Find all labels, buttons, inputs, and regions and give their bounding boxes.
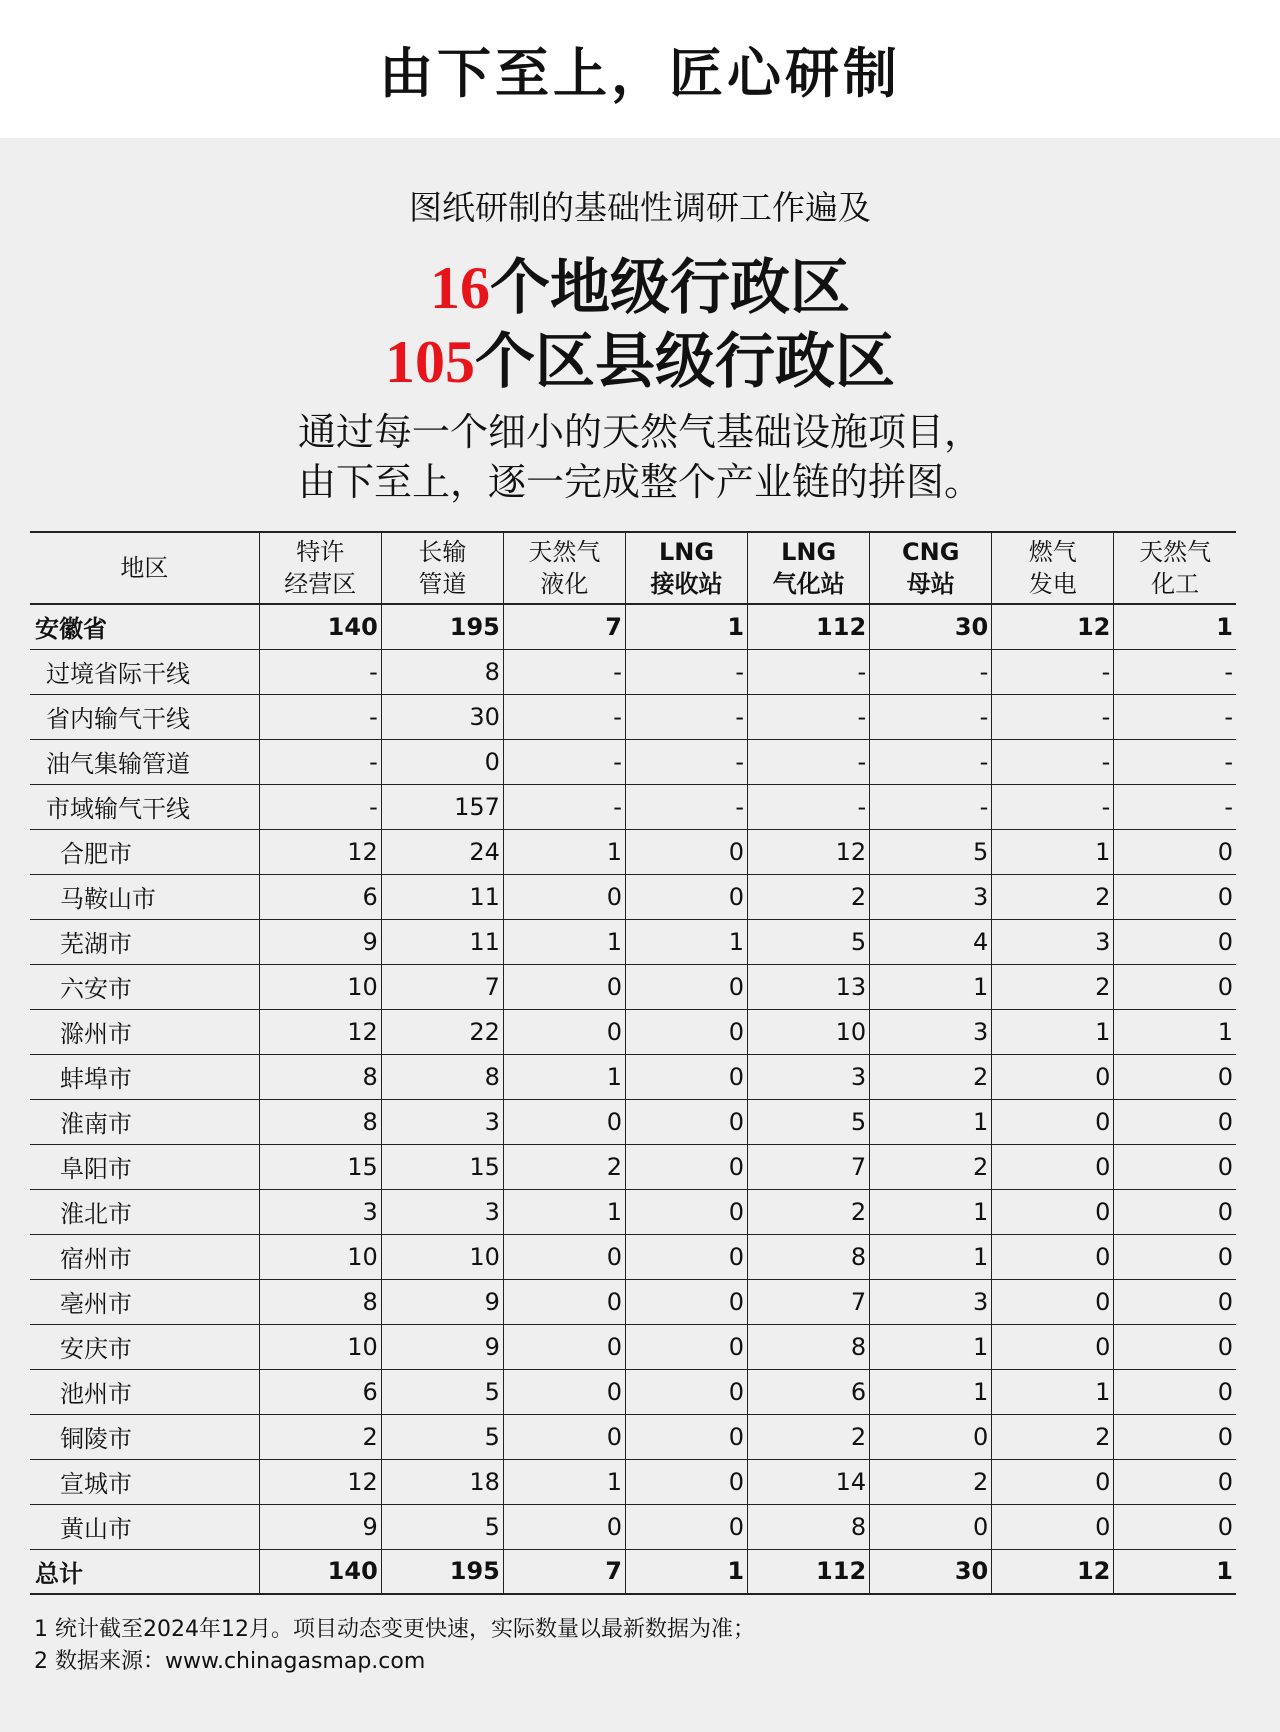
row-region-name: 淮北市 <box>30 1189 259 1234</box>
row-value: 7 <box>503 1549 625 1594</box>
row-value: 10 <box>259 1324 381 1369</box>
row-value: 0 <box>1114 874 1236 919</box>
row-value: - <box>259 694 381 739</box>
header-line-1: 地区 <box>120 554 169 582</box>
table-row <box>30 1504 1236 1549</box>
header-col-3 <box>503 532 625 604</box>
row-value: 3 <box>381 1189 503 1234</box>
row-value: 2 <box>870 1054 992 1099</box>
row-value: 5 <box>381 1504 503 1549</box>
row-value: 1 <box>503 1054 625 1099</box>
row-value: 7 <box>748 1144 870 1189</box>
row-value: 1 <box>503 829 625 874</box>
row-value: 1 <box>992 1009 1114 1054</box>
row-value: 157 <box>381 784 503 829</box>
row-value: 1 <box>503 1459 625 1504</box>
table-body <box>30 604 1236 1594</box>
row-value: 0 <box>503 1099 625 1144</box>
row-region-name: 安庆市 <box>30 1324 259 1369</box>
row-value: 1 <box>992 1369 1114 1414</box>
table-row <box>30 1054 1236 1099</box>
table-row <box>30 1144 1236 1189</box>
row-value: - <box>1114 694 1236 739</box>
table-row <box>30 739 1236 784</box>
row-value: 3 <box>259 1189 381 1234</box>
row-value: 1 <box>870 1324 992 1369</box>
row-value: 9 <box>259 1504 381 1549</box>
row-value: 5 <box>748 1099 870 1144</box>
row-value: 0 <box>625 1099 747 1144</box>
row-value: 0 <box>870 1504 992 1549</box>
header-col-8 <box>1114 532 1236 604</box>
row-value: 0 <box>625 1144 747 1189</box>
row-value: 0 <box>1114 1504 1236 1549</box>
row-value: 9 <box>259 919 381 964</box>
row-value: 1 <box>625 604 747 649</box>
row-value: 7 <box>748 1279 870 1324</box>
row-region-name: 蚌埠市 <box>30 1054 259 1099</box>
row-value: 0 <box>503 1279 625 1324</box>
row-value: 0 <box>625 1279 747 1324</box>
row-value: 8 <box>381 1054 503 1099</box>
row-value: 3 <box>992 919 1114 964</box>
table-row <box>30 604 1236 649</box>
row-value: 0 <box>625 1234 747 1279</box>
row-region-name: 合肥市 <box>30 829 259 874</box>
header-col-7 <box>992 532 1114 604</box>
intro-subtitle: 图纸研制的基础性调研工作遍及 <box>409 188 871 227</box>
row-value: - <box>992 694 1114 739</box>
header-line-2: 管道 <box>418 570 467 598</box>
row-value: 0 <box>625 1324 747 1369</box>
row-value: - <box>748 784 870 829</box>
row-value: 0 <box>503 1369 625 1414</box>
infrastructure-table <box>30 531 1236 1595</box>
row-value: 5 <box>381 1369 503 1414</box>
description-line-1: 通过每一个细小的天然气基础设施项目， <box>297 410 982 454</box>
row-value: 11 <box>381 874 503 919</box>
intro-line-2 <box>0 325 1280 399</box>
table-row <box>30 1009 1236 1054</box>
header-line-1: 天然气 <box>528 538 601 566</box>
row-value: 1 <box>870 1234 992 1279</box>
row-region-name: 六安市 <box>30 964 259 1009</box>
row-value: 12 <box>992 1549 1114 1594</box>
row-value: 6 <box>259 1369 381 1414</box>
row-value: 0 <box>625 1459 747 1504</box>
row-value: 140 <box>259 604 381 649</box>
row-value: 6 <box>748 1369 870 1414</box>
row-value: 0 <box>625 1054 747 1099</box>
table-row <box>30 694 1236 739</box>
row-value: 1 <box>870 964 992 1009</box>
row-value: 1 <box>992 829 1114 874</box>
header-line-2: 发电 <box>1028 570 1077 598</box>
row-region-name: 宣城市 <box>30 1459 259 1504</box>
row-value: 22 <box>381 1009 503 1054</box>
row-value: 18 <box>381 1459 503 1504</box>
row-value: 2 <box>870 1144 992 1189</box>
header-line-2: 接收站 <box>650 570 723 598</box>
row-value: 1 <box>1114 1009 1236 1054</box>
row-value: 0 <box>992 1054 1114 1099</box>
row-value: 3 <box>870 874 992 919</box>
row-value: 8 <box>748 1324 870 1369</box>
row-value: 2 <box>259 1414 381 1459</box>
row-value: 0 <box>1114 1054 1236 1099</box>
row-value: 1 <box>625 919 747 964</box>
row-value: 112 <box>748 1549 870 1594</box>
row-value: 15 <box>259 1144 381 1189</box>
row-value: 140 <box>259 1549 381 1594</box>
footnote-2: 2 数据来源：www.chinagasmap.com <box>34 1649 426 1674</box>
table-row <box>30 1099 1236 1144</box>
row-value: 2 <box>748 1189 870 1234</box>
row-value: 0 <box>625 1009 747 1054</box>
table-row <box>30 964 1236 1009</box>
header-line-1: 天然气 <box>1139 538 1212 566</box>
row-value: 1 <box>1114 1549 1236 1594</box>
header-line-1: 特许 <box>296 538 345 566</box>
row-value: - <box>870 784 992 829</box>
row-value: 10 <box>259 1234 381 1279</box>
row-value: - <box>748 694 870 739</box>
row-value: 0 <box>503 874 625 919</box>
row-value: 0 <box>992 1144 1114 1189</box>
row-value: 0 <box>1114 1234 1236 1279</box>
table-row <box>30 649 1236 694</box>
row-value: 1 <box>625 1549 747 1594</box>
header-line-2: 气化站 <box>772 570 845 598</box>
row-value: 8 <box>748 1504 870 1549</box>
row-value: 3 <box>381 1099 503 1144</box>
row-value: 0 <box>1114 1459 1236 1504</box>
table-row <box>30 829 1236 874</box>
row-value: 0 <box>503 964 625 1009</box>
row-value: 0 <box>625 829 747 874</box>
table-row <box>30 1189 1236 1234</box>
table-row <box>30 784 1236 829</box>
row-value: - <box>625 784 747 829</box>
row-value: 15 <box>381 1144 503 1189</box>
row-region-name: 阜阳市 <box>30 1144 259 1189</box>
row-region-name: 池州市 <box>30 1369 259 1414</box>
row-value: 0 <box>992 1459 1114 1504</box>
intro-line-1 <box>0 251 1280 325</box>
description-line-2: 由下至上，逐一完成整个产业链的拼图。 <box>297 460 982 504</box>
row-value: 195 <box>381 604 503 649</box>
row-value: 4 <box>870 919 992 964</box>
row-value: 0 <box>992 1234 1114 1279</box>
header-line-1: LNG <box>781 538 837 566</box>
row-value: 0 <box>625 964 747 1009</box>
row-value: - <box>259 784 381 829</box>
row-value: 0 <box>1114 1189 1236 1234</box>
row-value: - <box>1114 739 1236 784</box>
row-value: 0 <box>1114 1414 1236 1459</box>
row-value: 2 <box>503 1144 625 1189</box>
row-value: 13 <box>748 964 870 1009</box>
row-value: 12 <box>259 1459 381 1504</box>
row-value: 8 <box>259 1279 381 1324</box>
header-col-5 <box>748 532 870 604</box>
table-row <box>30 1324 1236 1369</box>
row-region-name: 亳州市 <box>30 1279 259 1324</box>
row-value: 0 <box>992 1189 1114 1234</box>
row-value: 0 <box>625 1369 747 1414</box>
row-value: 2 <box>992 964 1114 1009</box>
table-row <box>30 1549 1236 1594</box>
row-value: 1 <box>503 919 625 964</box>
row-value: 195 <box>381 1549 503 1594</box>
row-value: 0 <box>503 1324 625 1369</box>
footnote-1: 1 统计截至2024年12月。项目动态变更快速，实际数量以最新数据为准； <box>34 1617 755 1642</box>
row-value: 0 <box>870 1414 992 1459</box>
row-value: - <box>992 649 1114 694</box>
row-value: 2 <box>870 1459 992 1504</box>
row-region-name: 油气集输管道 <box>30 739 259 784</box>
row-region-name: 省内输气干线 <box>30 694 259 739</box>
row-value: 30 <box>870 604 992 649</box>
row-value: 0 <box>1114 1324 1236 1369</box>
row-value: 0 <box>992 1324 1114 1369</box>
row-region-name: 芜湖市 <box>30 919 259 964</box>
row-value: 0 <box>1114 919 1236 964</box>
intro-description <box>0 407 1280 507</box>
row-region-name: 市域输气干线 <box>30 784 259 829</box>
row-value: 24 <box>381 829 503 874</box>
infrastructure-table-wrapper <box>30 531 1236 1595</box>
header-col-2 <box>381 532 503 604</box>
header-line-2: 母站 <box>906 570 955 598</box>
row-value: 0 <box>992 1504 1114 1549</box>
row-value: 7 <box>503 604 625 649</box>
row-value: 2 <box>748 1414 870 1459</box>
row-value: 8 <box>259 1099 381 1144</box>
row-value: - <box>625 739 747 784</box>
row-value: 2 <box>748 874 870 919</box>
header-line-1: LNG <box>658 538 715 566</box>
row-value: - <box>1114 649 1236 694</box>
row-value: 0 <box>503 1009 625 1054</box>
row-value: 0 <box>381 739 503 784</box>
table-row <box>30 919 1236 964</box>
row-value: 0 <box>1114 829 1236 874</box>
row-value: 9 <box>381 1279 503 1324</box>
row-value: 0 <box>1114 964 1236 1009</box>
row-value: 0 <box>625 1504 747 1549</box>
table-header-row <box>30 532 1236 604</box>
banner-title: 由下至上，匠心研制 <box>379 41 901 105</box>
row-value: 12 <box>992 604 1114 649</box>
row-value: - <box>503 694 625 739</box>
row-value: - <box>992 784 1114 829</box>
table-row <box>30 874 1236 919</box>
row-value: 1 <box>503 1189 625 1234</box>
row-value: 8 <box>381 649 503 694</box>
header-line-1: 燃气 <box>1028 538 1077 566</box>
row-value: 11 <box>381 919 503 964</box>
row-value: - <box>748 739 870 784</box>
row-value: 1 <box>870 1189 992 1234</box>
row-value: - <box>992 739 1114 784</box>
header-col-4 <box>625 532 747 604</box>
row-value: 12 <box>259 829 381 874</box>
table-row <box>30 1279 1236 1324</box>
row-region-name: 铜陵市 <box>30 1414 259 1459</box>
row-value: - <box>870 739 992 784</box>
row-value: - <box>748 649 870 694</box>
row-value: - <box>625 649 747 694</box>
row-value: 7 <box>381 964 503 1009</box>
row-value: 1 <box>870 1369 992 1414</box>
row-region-name: 过境省际干线 <box>30 649 259 694</box>
county-count: 105 <box>385 329 475 395</box>
prefecture-count: 16 <box>430 255 490 321</box>
row-region-name: 滁州市 <box>30 1009 259 1054</box>
row-region-name: 马鞍山市 <box>30 874 259 919</box>
header-region <box>30 532 259 604</box>
row-value: 0 <box>1114 1279 1236 1324</box>
row-value: 0 <box>992 1099 1114 1144</box>
row-value: 6 <box>259 874 381 919</box>
row-value: - <box>870 694 992 739</box>
row-value: - <box>503 784 625 829</box>
row-value: 3 <box>870 1279 992 1324</box>
row-value: 0 <box>1114 1144 1236 1189</box>
row-region-name: 宿州市 <box>30 1234 259 1279</box>
row-value: 0 <box>1114 1369 1236 1414</box>
row-value: 1 <box>870 1099 992 1144</box>
row-value: 30 <box>381 694 503 739</box>
row-value: 10 <box>381 1234 503 1279</box>
table-row <box>30 1414 1236 1459</box>
footnotes <box>34 1614 755 1678</box>
row-value: 8 <box>748 1234 870 1279</box>
row-region-name: 总计 <box>30 1549 259 1594</box>
row-value: 1 <box>1114 604 1236 649</box>
row-value: 10 <box>748 1009 870 1054</box>
row-value: 0 <box>625 874 747 919</box>
row-value: - <box>503 739 625 784</box>
header-col-6 <box>870 532 992 604</box>
row-value: 0 <box>503 1234 625 1279</box>
row-value: 0 <box>503 1414 625 1459</box>
row-region-name: 淮南市 <box>30 1099 259 1144</box>
row-value: 0 <box>625 1414 747 1459</box>
row-value: - <box>259 649 381 694</box>
row-value: 0 <box>992 1279 1114 1324</box>
row-value: 14 <box>748 1459 870 1504</box>
table-row <box>30 1234 1236 1279</box>
row-value: 9 <box>381 1324 503 1369</box>
row-value: 30 <box>870 1549 992 1594</box>
county-label: 个区县级行政区 <box>475 327 895 397</box>
header-line-2: 液化 <box>540 570 589 598</box>
row-value: - <box>259 739 381 784</box>
row-value: 3 <box>748 1054 870 1099</box>
row-value: 5 <box>870 829 992 874</box>
table-row <box>30 1369 1236 1414</box>
row-region-name: 黄山市 <box>30 1504 259 1549</box>
row-value: 112 <box>748 604 870 649</box>
prefecture-label: 个地级行政区 <box>490 253 850 323</box>
header-col-1 <box>259 532 381 604</box>
row-value: 5 <box>381 1414 503 1459</box>
row-region-name: 安徽省 <box>30 604 259 649</box>
header-line-1: CNG <box>902 538 960 566</box>
row-value: 8 <box>259 1054 381 1099</box>
row-value: - <box>503 649 625 694</box>
row-value: 0 <box>1114 1099 1236 1144</box>
row-value: 0 <box>503 1504 625 1549</box>
row-value: 2 <box>992 874 1114 919</box>
row-value: - <box>625 694 747 739</box>
row-value: 10 <box>259 964 381 1009</box>
row-value: 12 <box>259 1009 381 1054</box>
header-line-1: 长输 <box>418 538 467 566</box>
top-banner <box>0 0 1280 138</box>
row-value: - <box>1114 784 1236 829</box>
row-value: 2 <box>992 1414 1114 1459</box>
header-line-2: 化工 <box>1151 570 1200 598</box>
row-value: 0 <box>625 1189 747 1234</box>
header-line-2: 经营区 <box>284 570 357 598</box>
row-value: 3 <box>870 1009 992 1054</box>
table-row <box>30 1459 1236 1504</box>
intro-section <box>0 138 1280 507</box>
row-value: 12 <box>748 829 870 874</box>
row-value: 5 <box>748 919 870 964</box>
row-value: - <box>870 649 992 694</box>
